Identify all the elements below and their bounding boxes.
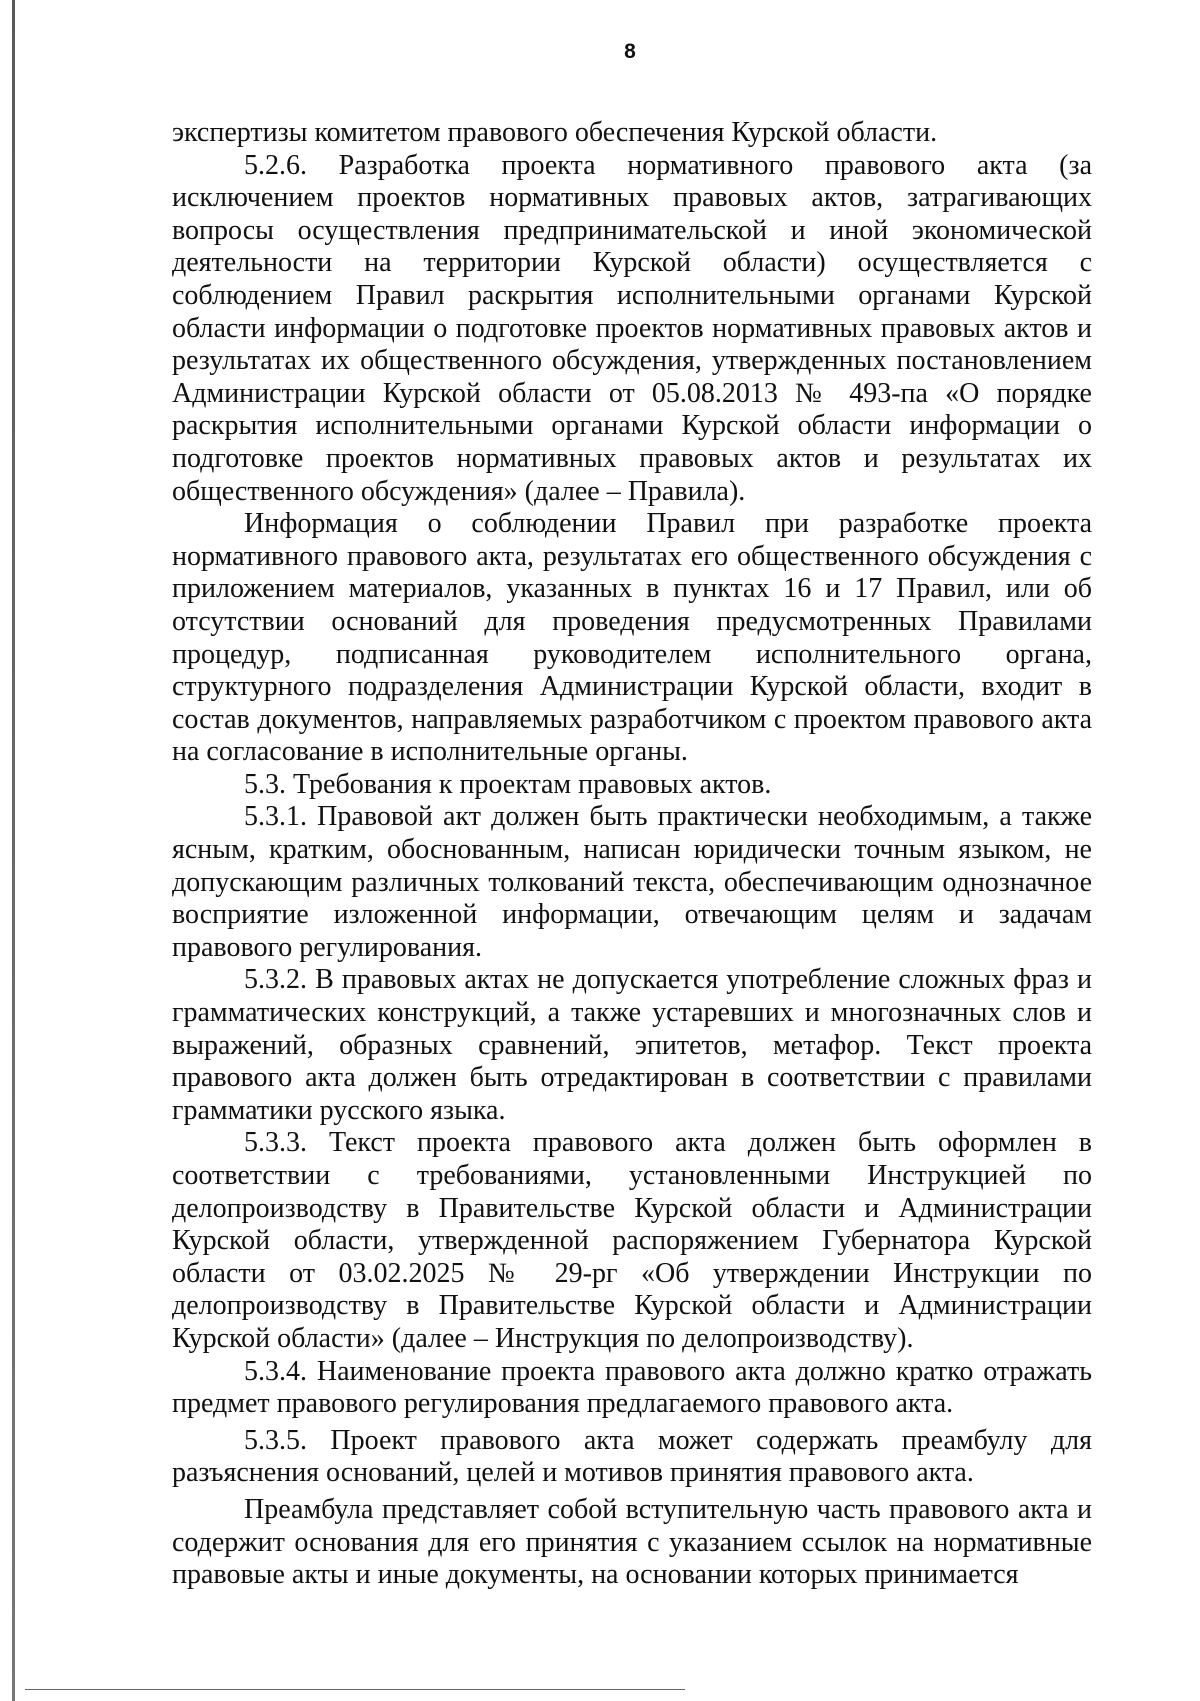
paragraph-continuation: экспертизы комитетом правового обеспечения Курской области. <box>172 117 938 148</box>
paragraph-preamble: Преамбула представляет собой вступительную часть правового акта и содержит основания для его принятия с указанием ссылок на нормативные правовые акты и иные документы, на основании которых принимается <box>172 1493 1092 1591</box>
page-number: 8 <box>624 40 636 63</box>
document-body <box>172 117 1092 1592</box>
paragraph-5-3-3: 5.3.3. Текст проекта правового акта должен быть оформлен в соответствии с требованиями, установленными Инструкцией по делопроизводству в Правительстве Курской области и Администрации Курской области, утвержденной распоряжением Губернатора Курской области от 03.02.2025 № 29-рг «Об утверждении Инструкции по делопроизводству в Правительстве Курской области и Администрации Курской области» (далее – Инструкция по делопроизводству). <box>172 1127 1092 1354</box>
scan-bottom-edge <box>25 1689 685 1690</box>
paragraph-5-3-1: 5.3.1. Правовой акт должен быть практически необходимым, а также ясным, кратким, обоснованным, написан юридически точным языком, не допускающим различных толкований текста, обеспечивающим однозначное восприятие изложенной информации, отвечающим целям и задачам правового регулирования. <box>172 801 1092 963</box>
scan-left-edge <box>12 0 15 1701</box>
paragraph-5-2-6: 5.2.6. Разработка проекта нормативного правового акта (за исключением проектов нормативных правовых актов, затрагивающих вопросы осуществления предпринимательской и иной экономической деятельности на территории Курской области) осуществляется с соблюдением Правил раскрытия исполнительными органами Курской области информации о подготовке проектов нормативных правовых актов и результатах их общественного обсуждения, утвержденных постановлением Администрации Курской области от 05.08.2013 № 493-па «О порядке раскрытия исполнительными органами Курской области информации о подготовке проектов нормативных правовых актов и результатах их общественного обсуждения» (далее – Правила). <box>172 149 1092 507</box>
paragraph-5-3-5: 5.3.5. Проект правового акта может содержать преамбулу для разъяснения оснований, целей и мотивов принятия правового акта. <box>172 1424 1092 1489</box>
paragraph-5-3-2: 5.3.2. В правовых актах не допускается употребление сложных фраз и грамматических конструкций, а также устаревших и многозначных слов и выражений, образных сравнений, эпитетов, метафор. Текст проекта правового акта должен быть отредактирован в соответствии с правилами грамматики русского языка. <box>172 964 1092 1126</box>
paragraph-rules-info: Информация о соблюдении Правил при разработке проекта нормативного правового акта, результатах его общественного обсуждения с приложением материалов, указанных в пунктах 16 и 17 Правил, или об отсутствии оснований для проведения предусмотренных Правилами процедур, подписанная руководителем исполнительного органа, структурного подразделения Администрации Курской области, входит в состав документов, направляемых разработчиком с проектом правового акта на согласование в исполнительные органы. <box>172 508 1092 768</box>
paragraph-5-3-4: 5.3.4. Наименование проекта правового акта должно кратко отражать предмет правового регулирования предлагаемого правового акта. <box>172 1355 1092 1420</box>
paragraph-5-3: 5.3. Требования к проектам правовых актов. <box>244 768 772 800</box>
